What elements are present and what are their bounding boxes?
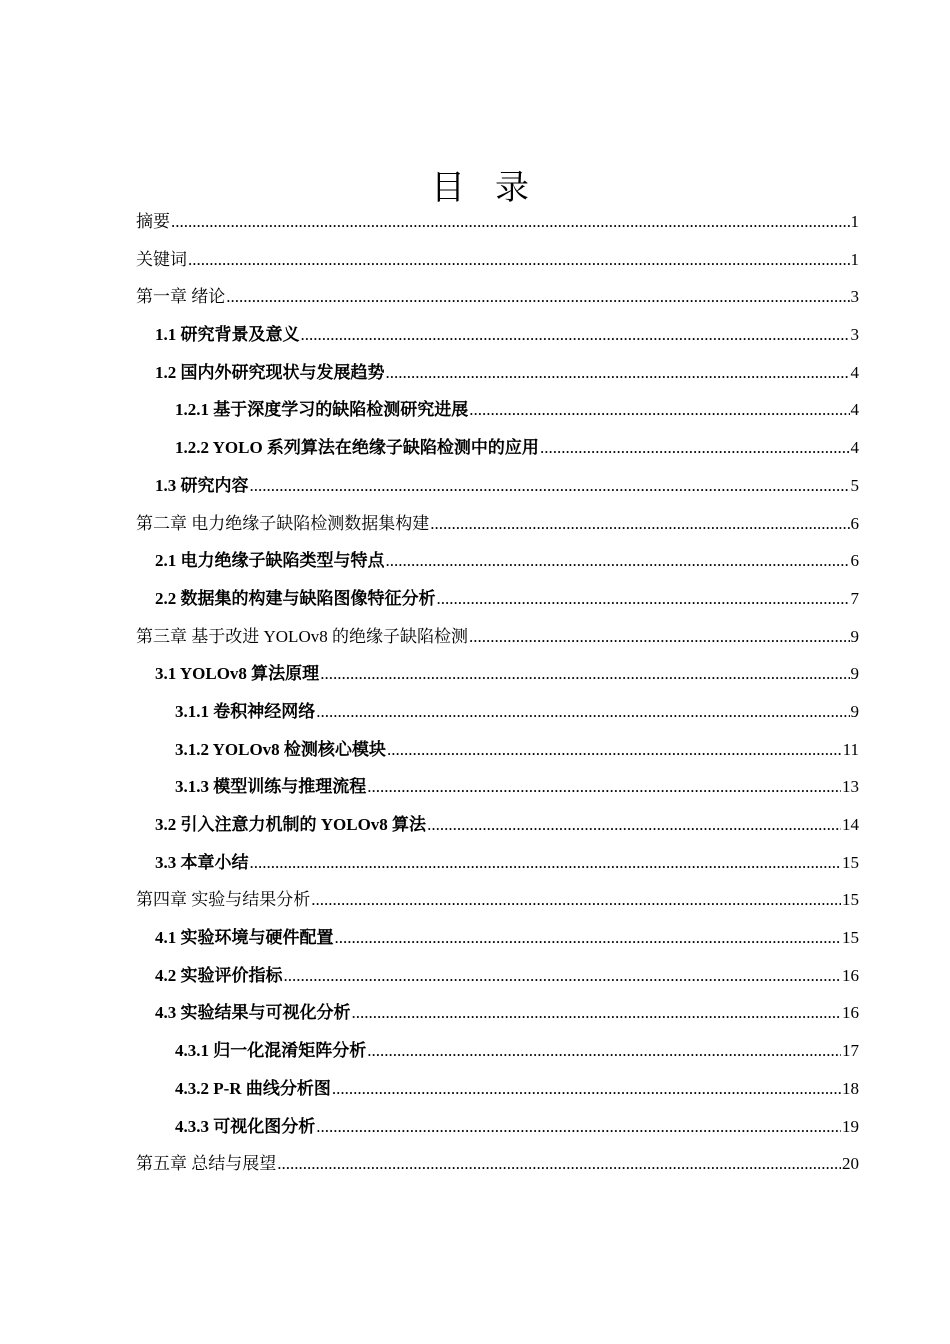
toc-entry-label: 关键词 xyxy=(136,249,187,269)
toc-entry-label: 3.1.3 模型训练与推理流程 xyxy=(175,777,367,797)
toc-entry-page-number: 13 xyxy=(842,777,859,797)
toc-dot-leader xyxy=(430,505,849,543)
toc-entry-page-number: 20 xyxy=(842,1154,859,1174)
toc-entry[interactable] xyxy=(136,881,859,919)
toc-entry-label: 4.3 实验结果与可视化分析 xyxy=(155,1003,351,1023)
toc-dot-leader xyxy=(437,580,850,618)
toc-dot-leader xyxy=(352,994,842,1032)
toc-entry[interactable] xyxy=(136,580,859,618)
toc-dot-leader xyxy=(469,391,849,429)
toc-entry-label: 3.2 引入注意力机制的 YOLOv8 算法 xyxy=(155,815,427,834)
toc-entry-page-number: 15 xyxy=(842,890,859,910)
toc-entry-page-number: 4 xyxy=(850,438,859,458)
toc-entry-label: 2.2 数据集的构建与缺陷图像特征分析 xyxy=(155,588,436,608)
toc-entry-page-number: 1 xyxy=(850,249,859,269)
toc-entry-label: 第二章 电力绝缘子缺陷检测数据集构建 xyxy=(136,513,430,533)
toc-entry-label: 4.3.2 P-R 曲线分析图 xyxy=(175,1078,331,1098)
toc-entry-label: 3.1.1 卷积神经网络 xyxy=(175,701,316,721)
toc-entry[interactable] xyxy=(136,203,859,241)
toc-entry-label: 第四章 实验与结果分析 xyxy=(136,890,311,910)
toc-entry[interactable] xyxy=(136,391,859,429)
toc-entry[interactable] xyxy=(136,994,859,1032)
toc-entry-page-number: 3 xyxy=(850,287,859,307)
toc-dot-leader xyxy=(367,1032,841,1070)
toc-entry-page-number: 6 xyxy=(850,551,859,571)
toc-dot-leader xyxy=(277,1145,841,1183)
toc-entry[interactable] xyxy=(136,505,859,543)
toc-entry[interactable] xyxy=(136,354,859,392)
toc-entry[interactable] xyxy=(136,919,859,957)
toc-entry[interactable] xyxy=(136,655,859,693)
toc-entry-page-number: 17 xyxy=(842,1041,859,1061)
toc-entry-label: 1.2.2 YOLO 系列算法在绝缘子缺陷检测中的应用 xyxy=(175,438,539,458)
toc-dot-leader xyxy=(332,1070,841,1108)
toc-entry-page-number: 1 xyxy=(850,212,859,231)
toc-entry[interactable] xyxy=(136,241,859,279)
toc-dot-leader xyxy=(386,354,850,392)
toc-entry-page-number: 4 xyxy=(850,362,859,382)
toc-entry-page-number: 6 xyxy=(850,513,859,533)
toc-entry-label: 3.1 YOLOv8 算法原理 xyxy=(155,664,320,684)
toc-entry-page-number: 16 xyxy=(842,965,859,985)
toc-entry[interactable] xyxy=(136,806,859,844)
toc-entry[interactable] xyxy=(136,429,859,467)
toc-entry[interactable] xyxy=(136,316,859,354)
toc-dot-leader xyxy=(427,806,841,844)
toc-entry-page-number: 15 xyxy=(842,852,859,872)
toc-entry-page-number: 9 xyxy=(850,701,859,721)
toc-entry[interactable] xyxy=(136,957,859,995)
toc-entry-label: 摘要 xyxy=(136,212,170,231)
toc-entry-page-number: 18 xyxy=(842,1078,859,1098)
toc-entry-label: 4.1 实验环境与硬件配置 xyxy=(155,928,334,948)
toc-entry-page-number: 7 xyxy=(850,588,859,608)
toc-entry-page-number: 11 xyxy=(842,739,859,759)
toc-dot-leader xyxy=(469,618,850,656)
toc-entry[interactable] xyxy=(136,467,859,505)
toc-dot-leader xyxy=(335,919,842,957)
toc-entry[interactable] xyxy=(136,542,859,580)
toc-entry-label: 第五章 总结与展望 xyxy=(136,1154,277,1174)
toc-dot-leader xyxy=(386,542,850,580)
toc-dot-leader xyxy=(367,768,841,806)
toc-entry-page-number: 9 xyxy=(850,626,859,646)
toc-entry-label: 1.2.1 基于深度学习的缺陷检测研究进展 xyxy=(175,400,469,420)
toc-entry-page-number: 3 xyxy=(850,325,859,345)
toc-entry-label: 第一章 绪论 xyxy=(136,287,226,307)
toc-dot-leader xyxy=(171,203,850,241)
toc-dot-leader xyxy=(316,1108,841,1146)
toc-entry-page-number: 5 xyxy=(850,475,859,495)
toc-entry-label: 1.2 国内外研究现状与发展趋势 xyxy=(155,362,385,382)
toc-entry-label: 1.3 研究内容 xyxy=(155,475,249,495)
toc-dot-leader xyxy=(316,693,849,731)
toc-dot-leader xyxy=(250,844,842,882)
toc-entry-page-number: 19 xyxy=(842,1116,859,1136)
toc-entry[interactable] xyxy=(136,1032,859,1070)
toc-title: 目录 xyxy=(431,167,559,208)
toc-dot-leader xyxy=(320,655,849,693)
toc-entry-page-number: 15 xyxy=(842,928,859,948)
toc-dot-leader xyxy=(301,316,850,354)
toc-entry[interactable] xyxy=(136,1145,859,1183)
table-of-contents xyxy=(136,203,859,1183)
toc-dot-leader xyxy=(311,881,841,919)
toc-entry[interactable] xyxy=(136,618,859,656)
toc-dot-leader xyxy=(250,467,850,505)
toc-entry-page-number: 16 xyxy=(842,1003,859,1023)
toc-dot-leader xyxy=(226,278,849,316)
toc-dot-leader xyxy=(284,957,842,995)
toc-entry[interactable] xyxy=(136,1070,859,1108)
toc-dot-leader xyxy=(540,429,850,467)
toc-entry-page-number: 4 xyxy=(850,400,859,420)
toc-entry-label: 3.1.2 YOLOv8 检测核心模块 xyxy=(175,739,386,759)
toc-entry[interactable] xyxy=(136,1108,859,1146)
toc-entry[interactable] xyxy=(136,731,859,769)
toc-entry[interactable] xyxy=(136,844,859,882)
toc-dot-leader xyxy=(387,731,842,769)
toc-entry-page-number: 9 xyxy=(850,664,859,684)
toc-entry[interactable] xyxy=(136,693,859,731)
toc-entry-label: 3.3 本章小结 xyxy=(155,852,249,872)
toc-dot-leader xyxy=(188,241,850,279)
toc-entry-label: 2.1 电力绝缘子缺陷类型与特点 xyxy=(155,551,385,571)
toc-entry[interactable] xyxy=(136,278,859,316)
toc-entry-label: 4.3.1 归一化混淆矩阵分析 xyxy=(175,1041,367,1061)
toc-entry[interactable] xyxy=(136,768,859,806)
toc-entry-label: 1.1 研究背景及意义 xyxy=(155,325,300,345)
toc-entry-label: 第三章 基于改进 YOLOv8 的绝缘子缺陷检测 xyxy=(136,626,468,646)
toc-entry-page-number: 14 xyxy=(842,815,859,834)
toc-entry-label: 4.2 实验评价指标 xyxy=(155,965,283,985)
toc-entry-label: 4.3.3 可视化图分析 xyxy=(175,1116,316,1136)
